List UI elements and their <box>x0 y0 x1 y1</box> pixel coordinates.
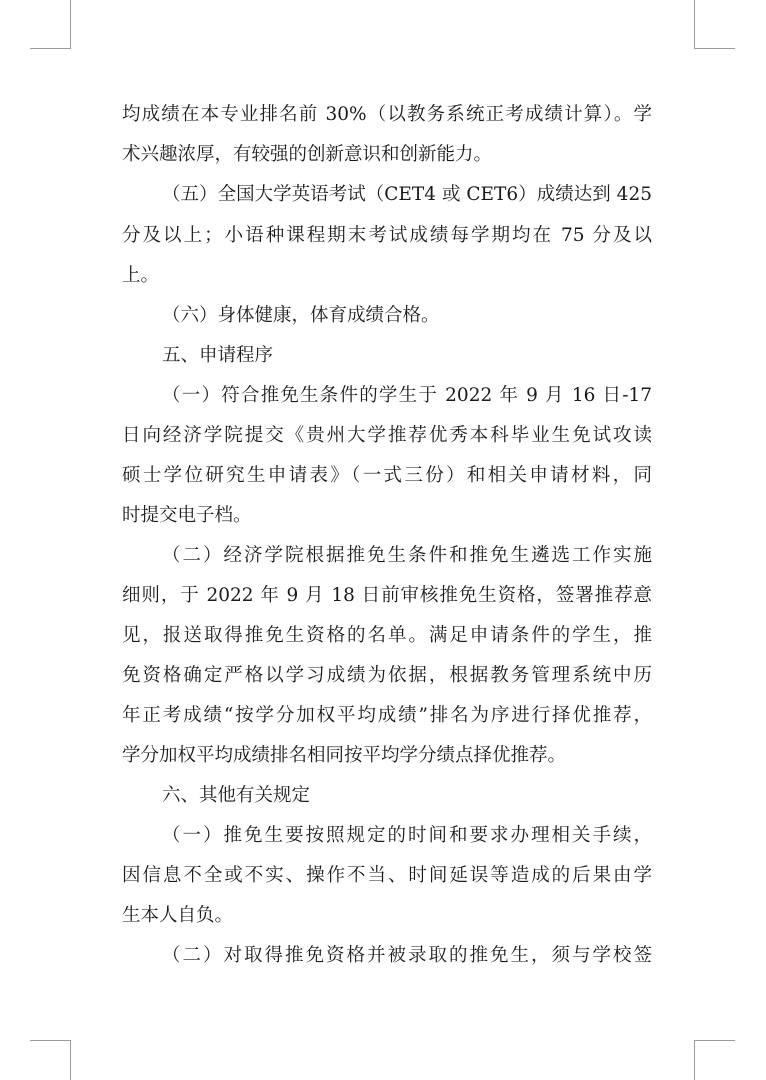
text-line: 见，报送取得推免生资格的名单。满足申请条件的学生，推 <box>122 625 652 646</box>
crop-mark-bottom-right <box>694 1040 735 1080</box>
text-line: 年正考成绩“按学分加权平均成绩”排名为序进行择优推荐， <box>122 705 652 726</box>
section-heading: 五、申请程序 <box>162 345 274 366</box>
text-line: 硕士学位研究生申请表》（一式三份）和相关申请材料，同 <box>122 465 652 486</box>
text-line: （二）对取得推免资格并被录取的推免生，须与学校签 <box>162 945 652 966</box>
text-line: （六）身体健康，体育成绩合格。 <box>162 305 440 326</box>
text-line: 日向经济学院提交《贵州大学推荐优秀本科毕业生免试攻读 <box>122 425 652 446</box>
text-line: 免资格确定严格以学习成绩为依据，根据教务管理系统中历 <box>122 665 652 686</box>
text-line: 生本人自负。 <box>122 905 234 926</box>
text-line: （二）经济学院根据推免生条件和推免生遴选工作实施 <box>162 545 652 566</box>
section-heading: 六、其他有关规定 <box>162 785 311 806</box>
text-line: （一）符合推免生条件的学生于 2022 年 9 月 16 日-17 <box>162 385 652 406</box>
text-line: 因信息不全或不实、操作不当、时间延误等造成的后果由学 <box>122 865 652 886</box>
crop-mark-bottom-left <box>30 1040 71 1080</box>
text-line: 均成绩在本专业排名前 30%（以教务系统正考成绩计算）。学 <box>122 104 652 125</box>
text-line: 时提交电子档。 <box>122 505 252 526</box>
text-line: 术兴趣浓厚，有较强的创新意识和创新能力。 <box>122 144 493 165</box>
text-line: 分及以上；小语种课程期末考试成绩每学期均在 75 分及以 <box>122 225 652 246</box>
crop-mark-top-left <box>30 0 71 49</box>
text-line: （五）全国大学英语考试（CET4 或 CET6）成绩达到 425 <box>162 184 652 205</box>
text-line: 细则，于 2022 年 9 月 18 日前审核推免生资格，签署推荐意 <box>122 585 652 606</box>
crop-mark-top-right <box>694 0 735 49</box>
text-line: （一）推免生要按照规定的时间和要求办理相关手续， <box>162 825 652 846</box>
text-line: 上。 <box>122 265 160 286</box>
text-line: 学分加权平均成绩排名相同按平均学分绩点择优推荐。 <box>122 745 567 766</box>
